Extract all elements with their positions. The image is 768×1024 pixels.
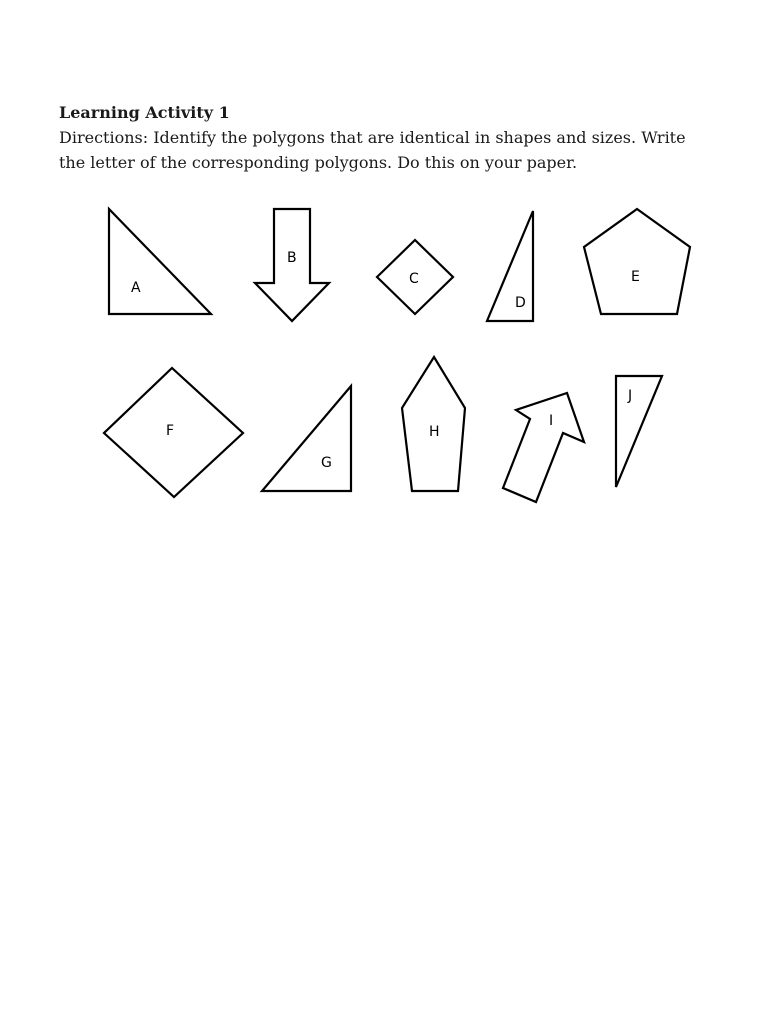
polygon-label-h: H bbox=[429, 424, 440, 440]
polygon-a bbox=[109, 209, 211, 314]
polygon-label-g: G bbox=[321, 455, 332, 471]
polygon-label-d: D bbox=[515, 295, 526, 311]
polygon-label-a: A bbox=[131, 280, 141, 296]
polygon-i bbox=[503, 393, 584, 502]
polygon-label-i: I bbox=[549, 413, 554, 429]
polygon-label-e: E bbox=[631, 269, 640, 285]
polygon-label-c: C bbox=[409, 271, 419, 287]
activity-title: Learning Activity 1 bbox=[59, 103, 230, 122]
polygon-d bbox=[487, 211, 533, 321]
polygon-g bbox=[262, 386, 351, 491]
polygon-j bbox=[616, 376, 662, 487]
polygon-e bbox=[584, 209, 690, 314]
polygon-label-f: F bbox=[166, 423, 175, 439]
polygon-b bbox=[255, 209, 329, 321]
polygon-label-j: J bbox=[628, 388, 633, 404]
polygon-label-b: B bbox=[287, 250, 297, 266]
polygon-f bbox=[104, 368, 243, 497]
polygon-h bbox=[402, 357, 465, 491]
polygon-c bbox=[377, 240, 453, 314]
activity-directions: Directions: Identify the polygons that are identical in shapes and sizes. Write the letter of the corresponding polygons. Do this on your paper. bbox=[59, 128, 686, 172]
